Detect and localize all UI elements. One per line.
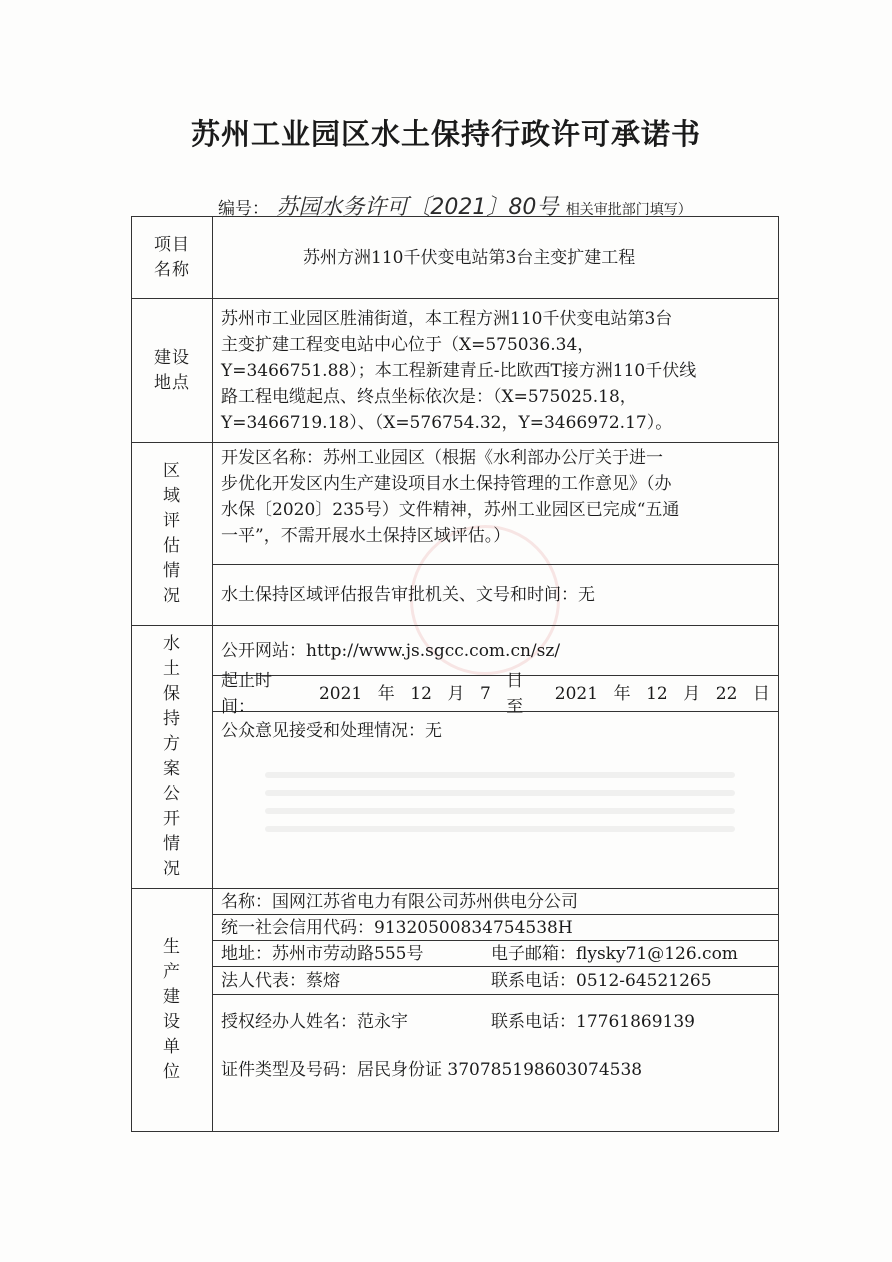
period-token: 日至 (506, 670, 524, 717)
assessment-approval: 水土保持区域评估报告审批机关、文号和时间：无 (221, 585, 595, 605)
unit-email: 电子邮箱：flysky71@126.com (491, 943, 738, 964)
assessment-line: 步优化开发区内生产建设项目水土保持管理的工作意见》（办 (221, 474, 672, 494)
commitment-form-table (131, 216, 779, 1132)
unit-name: 名称：国网江苏省电力有限公司苏州供电分公司 (213, 889, 778, 915)
period-token: 22 (715, 683, 738, 704)
location-line: 苏州市工业园区胜浦街道，本工程方洲110千伏变电站第3台 (221, 308, 673, 329)
period-token: 月 (447, 683, 465, 704)
period-token: 年 (613, 683, 631, 704)
unit-agent: 授权经办人姓名：范永宇 (221, 1012, 408, 1032)
unit-phone2: 联系电话：17761869139 (491, 1012, 695, 1032)
unit-address-row (213, 941, 778, 967)
project-label: 项目名称 (132, 217, 213, 299)
location-value-cell (213, 299, 779, 443)
period-token: 年 (377, 683, 395, 704)
row-disclosure (132, 626, 779, 889)
location-line: Y=3466751.88）；本工程新建青丘-比欧西T接方洲110千伏线 (221, 360, 697, 381)
disclosure-website: 公开网站：http://www.js.sgcc.com.cn/sz/ (213, 626, 778, 676)
assessment-line: 一平”，不需开展水土保持区域评估。） (221, 526, 511, 546)
unit-value-cell (213, 889, 779, 1132)
period-token: 月 (683, 683, 701, 704)
period-token: 7 (479, 683, 491, 704)
location-label: 建设地点 (132, 299, 213, 443)
row-location (132, 299, 779, 443)
assessment-text (213, 443, 778, 565)
row-assessment (132, 443, 779, 626)
disclosure-period: 起止时间： 2021 年 12 月 7 日至 2021 年 12 月 22 日 (213, 676, 778, 712)
unit-phone1: 联系电话：0512-64521265 (491, 970, 712, 991)
location-text (213, 304, 778, 438)
number-handwritten-value: 苏园水务许可〔2021〕80号 (276, 195, 559, 220)
project-value-cell (213, 217, 779, 299)
assessment-value-cell (213, 443, 779, 626)
row-project (132, 217, 779, 299)
period-token: 2021 (318, 683, 363, 704)
disclosure-feedback: 公众意见接受和处理情况：无 (221, 721, 442, 741)
location-line: Y=3466719.18）、（X=576754.32，Y=3466972.17）。 (221, 412, 673, 433)
period-token: 日 (752, 683, 770, 704)
unit-legal-rep: 法人代表：蔡熔 (221, 970, 340, 991)
unit-legal-row (213, 967, 778, 995)
document-title: 苏州工业园区水土保持行政许可承诺书 (190, 117, 701, 151)
period-token: 12 (646, 683, 668, 704)
unit-address: 地址：苏州市劳动路555号 (221, 943, 424, 964)
number-note: 相关审批部门填写） (565, 202, 692, 218)
project-value: 苏州方洲110千伏变电站第3台主变扩建工程 (303, 247, 636, 268)
assessment-line: 开发区名称：苏州工业园区（根据《水利部办公厅关于进一 (221, 448, 663, 468)
unit-credit-code: 统一社会信用代码：91320500834754538H (213, 915, 778, 941)
unit-agent-block (213, 995, 778, 1131)
number-label: 编号： (218, 199, 269, 219)
period-token: 2021 (554, 683, 599, 704)
assessment-label: 区域评估情况 (132, 443, 213, 626)
location-line: 主变扩建工程变电站中心位于（X=575036.34， (221, 334, 595, 355)
disclosure-label: 水土保持方案公开情况 (132, 626, 213, 889)
unit-id: 证件类型及号码：居民身份证 370785198603074538 (221, 1060, 643, 1080)
assessment-line: 水保〔2020〕235号）文件精神，苏州工业园区已完成“五通 (221, 500, 680, 520)
unit-label: 生产建设单位 (132, 889, 213, 1132)
row-unit (132, 889, 779, 1132)
location-line: 路工程电缆起点、终点坐标依次是：（X=575025.18， (221, 386, 637, 407)
disclosure-value-cell (213, 626, 779, 889)
period-token: 12 (410, 683, 432, 704)
